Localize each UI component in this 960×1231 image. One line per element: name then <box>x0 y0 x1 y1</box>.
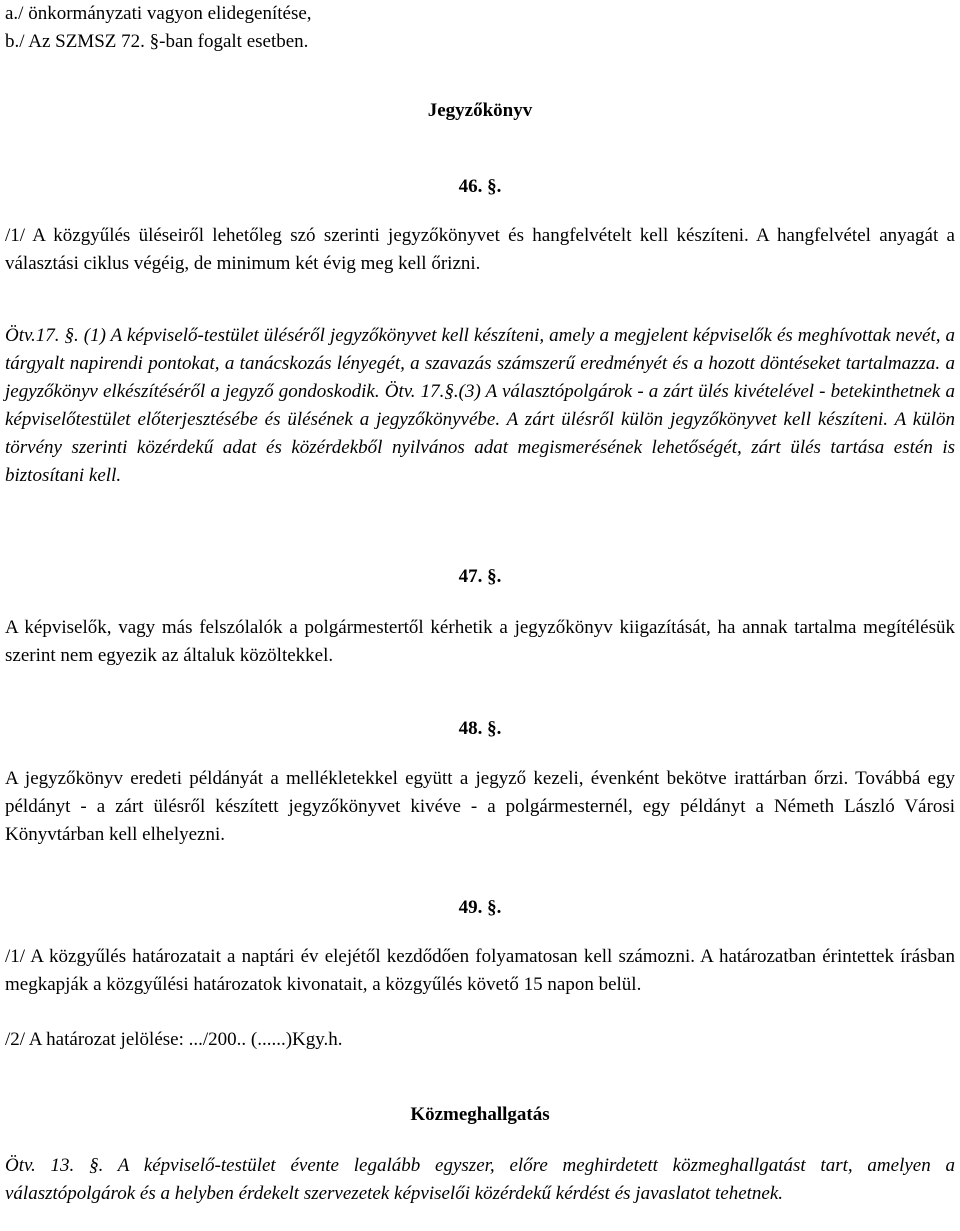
heading-kozmeghallgatas: Közmeghallgatás <box>410 1104 550 1125</box>
section-49-paragraph-1: /1/ A közgyűlés határozatait a naptári év elejétől kezdődően folyamatosan kell számozni. A határozatban érintettek írásban megkapják a közgyűlési határozatok kivonatait, a közgyűlés követő 15 napon belül. <box>5 946 955 995</box>
section-49-number: 49. §. <box>458 897 502 918</box>
intro-item-a: a./ önkormányzati vagyon elidegenítése, <box>5 3 312 24</box>
section-46-paragraph: /1/ A közgyűlés üléseiről lehetőleg szó szerinti jegyzőkönyvet és hangfelvételt kell készíteni. A hangfelvétel anyagát a választási ciklus végéig, de minimum két évig meg kell őrizni. <box>5 225 955 274</box>
section-47-number: 47. §. <box>458 566 502 587</box>
section-46-number: 46. §. <box>458 176 502 197</box>
section-48-number: 48. §. <box>458 718 502 739</box>
intro-item-b: b./ Az SZMSZ 72. §-ban fogalt esetben. <box>5 31 309 52</box>
section-49-paragraph-2: /2/ A határozat jelölése: .../200.. (......)Kgy.h. <box>5 1029 343 1050</box>
heading-jegyzokonyv: Jegyzőkönyv <box>427 100 533 121</box>
intro-list <box>5 0 312 56</box>
kozmeghallgatas-paragraph: Ötv. 13. §. A képviselő-testület évente legalább egyszer, előre meghirdetett közmeghallgatást tart, amelyen a választópolgárok és a helyben érdekelt szervezetek képviselői közérdekű kérdést és javaslatot tehetnek. <box>5 1155 955 1204</box>
section-48-paragraph: A jegyzőkönyv eredeti példányát a mellékletekkel együtt a jegyző kezeli, évenként bekötve irattárban őrzi. Továbbá egy példányt - a zárt ülésről készített jegyzőkönyvet kivéve - a polgármesternél, egy példányt a Németh László Városi Könyvtárban kell elhelyezni. <box>5 768 955 845</box>
section-46-otv-paragraph: Ötv.17. §. (1) A képviselő-testület üléséről jegyzőkönyvet kell készíteni, amely a megjelent képviselők és meghívottak nevét, a tárgyalt napirendi pontokat, a tanácskozás lényegét, a szavazás számszerű eredményét és a hozott döntéseket tartalmazza. a jegyzőkönyv elkészítéséről a jegyző gondoskodik. Ötv. 17.§.(3) A választópolgárok - a zárt ülés kivételével - betekinthetnek a képviselőtestület előterjesztésébe és ülésének a jegyzőkönyvébe. A zárt ülésről külön jegyzőkönyvet kell készíteni. A külön törvény szerinti közérdekű adat és közérdekből nyilvános adat megismerésének lehetőségét, zárt ülés tartása estén is biztosítani kell. <box>5 325 955 486</box>
section-47-paragraph: A képviselők, vagy más felszólalók a polgármestertől kérhetik a jegyzőkönyv kiigazítását, ha annak tartalma megítélésük szerint nem egyezik az általuk közöltekkel. <box>5 617 955 666</box>
